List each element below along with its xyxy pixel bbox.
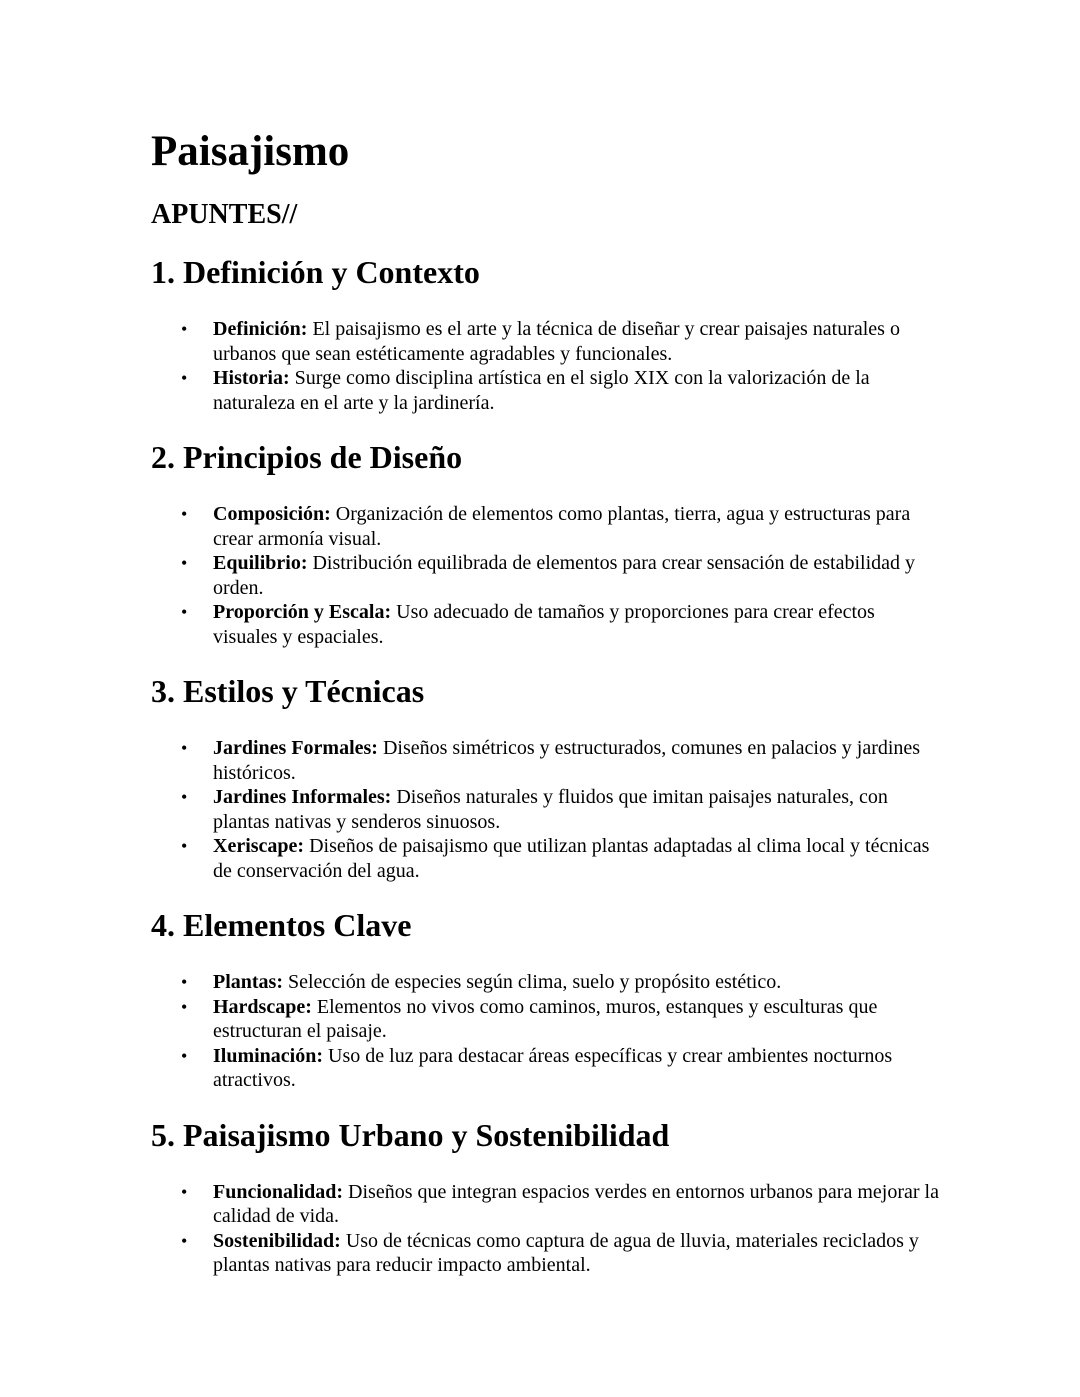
document-page <box>151 126 941 1278</box>
list-item <box>181 600 941 649</box>
bullet-icon: • <box>181 787 188 807</box>
bullet-icon: • <box>181 738 188 758</box>
item-description: Elementos no vivos como caminos, muros, estanques y esculturas que estructuran el paisaje. <box>213 995 878 1042</box>
item-term: Hardscape: <box>213 995 312 1018</box>
item-description: Uso de técnicas como captura de agua de lluvia, materiales reciclados y plantas nativas para reducir impacto ambiental. <box>213 1229 919 1276</box>
list-item <box>181 551 941 600</box>
bullet-icon: • <box>181 1181 188 1202</box>
list-item <box>181 785 941 834</box>
bullet-icon: • <box>181 319 188 339</box>
item-term: Jardines Informales: <box>213 786 392 808</box>
item-term: Composición: <box>213 503 331 525</box>
list-item <box>181 502 941 551</box>
item-term: Definición: <box>213 318 308 340</box>
item-description: Diseños simétricos y estructurados, comunes en palacios y jardines históricos. <box>213 737 921 784</box>
list-item <box>181 1229 941 1278</box>
bullet-list <box>151 970 941 1093</box>
section-heading: 3. Estilos y Técnicas <box>151 673 425 709</box>
bullet-icon: • <box>181 368 188 388</box>
bullet-icon: • <box>181 504 188 524</box>
bullet-icon: • <box>181 1230 188 1251</box>
item-term: Funcionalidad: <box>213 1180 344 1203</box>
list-item <box>181 1180 941 1229</box>
section-heading: 5. Paisajismo Urbano y Sostenibilidad <box>151 1116 670 1153</box>
list-item <box>181 366 941 415</box>
list-item <box>181 736 941 785</box>
list-item <box>181 317 941 366</box>
item-description: Diseños de paisajismo que utilizan plantas adaptadas al clima local y técnicas de conservación del agua. <box>213 835 930 882</box>
section-heading: 4. Elementos Clave <box>151 907 412 943</box>
bullet-icon: • <box>181 553 188 573</box>
item-term: Xeriscape: <box>213 835 305 857</box>
item-description: Diseños que integran espacios verdes en entornos urbanos para mejorar la calidad de vida. <box>213 1180 939 1227</box>
section-3 <box>151 671 941 883</box>
item-description: Diseños naturales y fluidos que imitan paisajes naturales, con plantas nativas y senderos sinuosos. <box>213 786 888 833</box>
bullet-icon: • <box>181 972 188 992</box>
bullet-icon: • <box>181 1045 188 1066</box>
item-term: Equilibrio: <box>213 552 308 574</box>
section-4 <box>151 905 941 1093</box>
bullet-list <box>151 1180 941 1278</box>
bullet-icon: • <box>181 996 188 1017</box>
bullet-list <box>151 317 941 415</box>
section-1 <box>151 252 941 415</box>
list-item <box>181 995 941 1044</box>
item-term: Sostenibilidad: <box>213 1229 341 1252</box>
document-title: Paisajismo <box>151 128 350 175</box>
item-term: Proporción y Escala: <box>213 601 392 623</box>
item-term: Jardines Formales: <box>213 737 378 759</box>
section-heading: 1. Definición y Contexto <box>151 254 480 290</box>
section-5 <box>151 1115 941 1278</box>
list-item <box>181 970 941 995</box>
bullet-list <box>151 736 941 883</box>
sections-container <box>151 252 941 1278</box>
item-description: Surge como disciplina artística en el siglo XIX con la valorización de la naturaleza en el arte y la jardinería. <box>213 367 870 414</box>
bullet-icon: • <box>181 836 188 856</box>
item-description: Selección de especies según clima, suelo y propósito estético. <box>283 971 782 993</box>
list-item <box>181 1044 941 1093</box>
section-2 <box>151 437 941 649</box>
bullet-icon: • <box>181 602 188 622</box>
document-subtitle: APUNTES// <box>151 199 298 230</box>
item-description: Distribución equilibrada de elementos para crear sensación de estabilidad y orden. <box>213 552 916 599</box>
item-description: Uso de luz para destacar áreas específicas y crear ambientes nocturnos atractivos. <box>213 1044 893 1091</box>
item-description: Organización de elementos como plantas, tierra, agua y estructuras para crear armonía visual. <box>213 503 911 550</box>
bullet-list <box>151 502 941 649</box>
item-description: Uso adecuado de tamaños y proporciones para crear efectos visuales y espaciales. <box>213 601 875 648</box>
item-description: El paisajismo es el arte y la técnica de diseñar y crear paisajes naturales o urbanos que sean estéticamente agradables y funcionales. <box>213 318 900 365</box>
item-term: Historia: <box>213 367 290 389</box>
section-heading: 2. Principios de Diseño <box>151 439 463 475</box>
list-item <box>181 834 941 883</box>
item-term: Plantas: <box>213 971 283 993</box>
item-term: Iluminación: <box>213 1044 324 1067</box>
